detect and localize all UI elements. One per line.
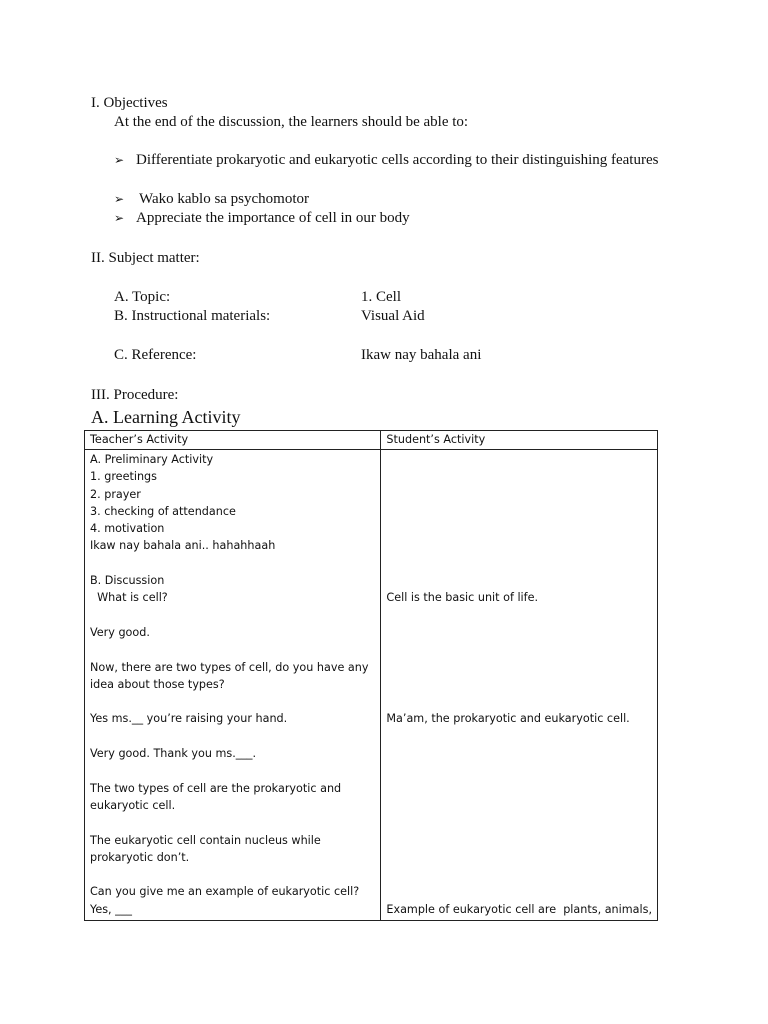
student-line bbox=[386, 883, 652, 900]
student-line: Example of eukaryotic cell are plants, animals, bbox=[386, 902, 652, 916]
student-line: Ma’am, the prokaryotic and eukaryotic cell. bbox=[386, 712, 630, 726]
student-line bbox=[386, 537, 652, 554]
teacher-line: Yes, ___ bbox=[90, 902, 132, 916]
student-line bbox=[386, 797, 652, 814]
teacher-line: What is cell? bbox=[90, 591, 168, 605]
teacher-line: 2. prayer bbox=[90, 487, 141, 501]
student-line bbox=[386, 520, 652, 537]
objectives-heading: I. Objectives bbox=[91, 95, 168, 111]
student-line bbox=[386, 451, 652, 468]
teacher-line: eukaryotic cell. bbox=[90, 798, 176, 812]
reference-value: Ikaw nay bahala ani bbox=[361, 347, 482, 363]
bullet-arrow-icon: ➢ bbox=[114, 192, 125, 206]
student-line bbox=[386, 849, 652, 866]
table-header-row bbox=[85, 431, 658, 450]
table-row bbox=[85, 450, 658, 921]
student-line bbox=[386, 866, 652, 883]
teacher-line: Can you give me an example of eukaryotic cell? bbox=[90, 885, 360, 899]
student-line bbox=[386, 468, 652, 485]
bullet-arrow-icon: ➢ bbox=[114, 211, 125, 225]
teacher-line: Yes ms.__ you’re raising your hand. bbox=[90, 712, 288, 726]
student-line bbox=[386, 572, 652, 589]
objective-bullet-1: Differentiate prokaryotic and eukaryotic cells according to their distinguishing features bbox=[136, 152, 659, 168]
teacher-activity-cell bbox=[85, 450, 381, 921]
teacher-line: The two types of cell are the prokaryotic and bbox=[90, 781, 342, 795]
materials-value: Visual Aid bbox=[361, 308, 425, 324]
teacher-line: prokaryotic don’t. bbox=[90, 850, 190, 864]
objective-bullet-3: Appreciate the importance of cell in our body bbox=[136, 210, 410, 226]
teacher-line: Very good. bbox=[90, 625, 150, 639]
student-line bbox=[386, 624, 652, 641]
student-line bbox=[386, 503, 652, 520]
student-line bbox=[386, 486, 652, 503]
teacher-line: idea about those types? bbox=[90, 677, 225, 691]
teacher-line bbox=[90, 866, 375, 883]
bullet-arrow-icon: ➢ bbox=[114, 153, 125, 167]
student-line bbox=[386, 832, 652, 849]
teacher-line: A. Preliminary Activity bbox=[90, 453, 214, 466]
teacher-line bbox=[90, 728, 375, 745]
reference-label: C. Reference: bbox=[114, 347, 197, 363]
teacher-line: Ikaw nay bahala ani.. hahahhaah bbox=[90, 539, 276, 553]
student-activity-header: Student’s Activity bbox=[381, 431, 658, 450]
objectives-intro: At the end of the discussion, the learners should be able to: bbox=[114, 114, 469, 130]
student-line bbox=[386, 745, 652, 762]
teacher-line: Now, there are two types of cell, do you have any bbox=[90, 660, 369, 674]
materials-label: B. Instructional materials: bbox=[114, 308, 271, 324]
teacher-line: Very good. Thank you ms.___. bbox=[90, 747, 257, 761]
teacher-line: B. Discussion bbox=[90, 574, 165, 588]
teacher-line bbox=[90, 641, 375, 658]
student-line bbox=[386, 762, 652, 779]
student-line bbox=[386, 555, 652, 572]
teacher-line bbox=[90, 762, 375, 779]
teacher-line: The eukaryotic cell contain nucleus while bbox=[90, 833, 321, 847]
student-line bbox=[386, 814, 652, 831]
teacher-line: 3. checking of attendance bbox=[90, 504, 236, 518]
teacher-line: 1. greetings bbox=[90, 470, 157, 484]
student-line: Cell is the basic unit of life. bbox=[386, 591, 539, 605]
topic-value: 1. Cell bbox=[361, 289, 401, 305]
student-line bbox=[386, 780, 652, 797]
objective-bullet-2: Wako kablo sa psychomotor bbox=[139, 191, 310, 207]
teacher-activity-header: Teacher’s Activity bbox=[85, 431, 381, 450]
learning-activity-heading: A. Learning Activity bbox=[91, 407, 241, 427]
teacher-line: 4. motivation bbox=[90, 522, 165, 536]
learning-activity-table bbox=[84, 430, 658, 921]
student-activity-cell bbox=[381, 450, 658, 921]
teacher-line bbox=[90, 814, 375, 831]
student-line bbox=[386, 676, 652, 693]
student-line bbox=[386, 607, 652, 624]
teacher-line bbox=[90, 693, 375, 710]
procedure-heading: III. Procedure: bbox=[91, 387, 179, 403]
student-line bbox=[386, 659, 652, 676]
student-line bbox=[386, 693, 652, 710]
teacher-line bbox=[90, 607, 375, 624]
subject-matter-heading: II. Subject matter: bbox=[91, 250, 200, 266]
student-line bbox=[386, 641, 652, 658]
teacher-line bbox=[90, 555, 375, 572]
topic-label: A. Topic: bbox=[114, 289, 171, 305]
student-line bbox=[386, 728, 652, 745]
